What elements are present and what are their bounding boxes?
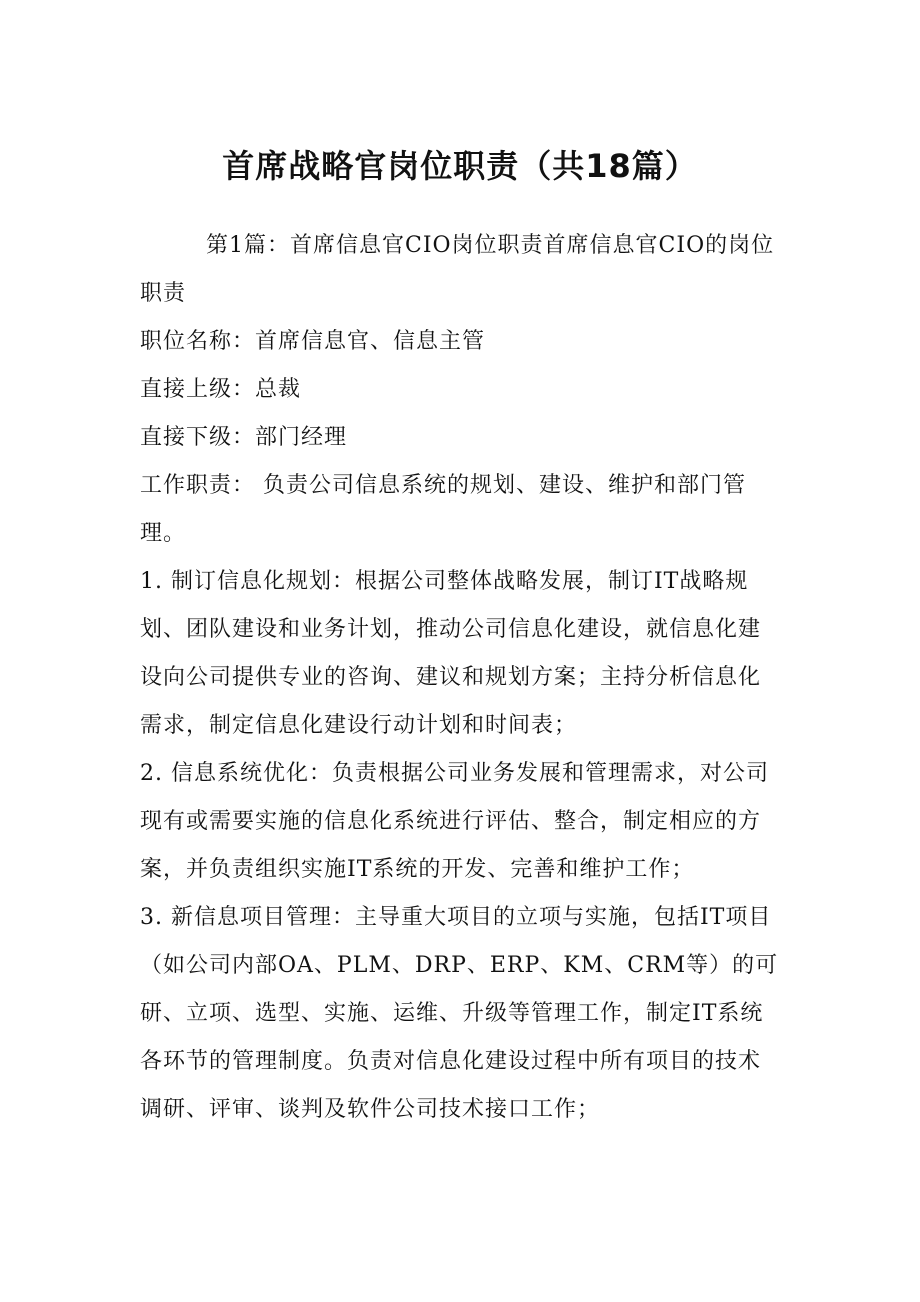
paragraph-duty-3: 3. 新信息项目管理：主导重大项目的立项与实施，包括IT项目（如公司内部OA、PLM、DRP、ERP、KM、CRM等）的可研、立项、选型、实施、运维、升级等管理工作，制定IT系统各环节的管理制度。负责对信息化建设过程中所有项目的技术调研、评审、谈判及软件公司技术接口工作；: [140, 905, 779, 1122]
paragraph-job-duties: 工作职责： 负责公司信息系统的规划、建设、维护和部门管理。: [140, 473, 746, 546]
paragraph-direct-subordinate: 直接下级：部门经理: [140, 425, 348, 450]
paragraph-duty-2: 2. 信息系统优化：负责根据公司业务发展和管理需求，对公司现有或需要实施的信息化系统进行评估、整合，制定相应的方案，并负责组织实施IT系统的开发、完善和维护工作；: [140, 761, 769, 882]
document-title: 首席战略官岗位职责（共18篇）: [222, 147, 698, 185]
paragraph-direct-superior: 直接上级：总裁: [140, 377, 302, 402]
paragraph-duty-1: 1. 制订信息化规划：根据公司整体战略发展，制订IT战略规划、团队建设和业务计划，推动公司信息化建设，就信息化建设向公司提供专业的咨询、建议和规划方案；主持分析信息化需求，制定信息化建设行动计划和时间表；: [140, 569, 762, 738]
paragraph-position-name: 职位名称：首席信息官、信息主管: [140, 329, 486, 354]
document-body: [140, 222, 780, 1134]
paragraph-chapter-heading: 第1篇：首席信息官CIO岗位职责首席信息官CIO的岗位职责: [140, 233, 775, 306]
